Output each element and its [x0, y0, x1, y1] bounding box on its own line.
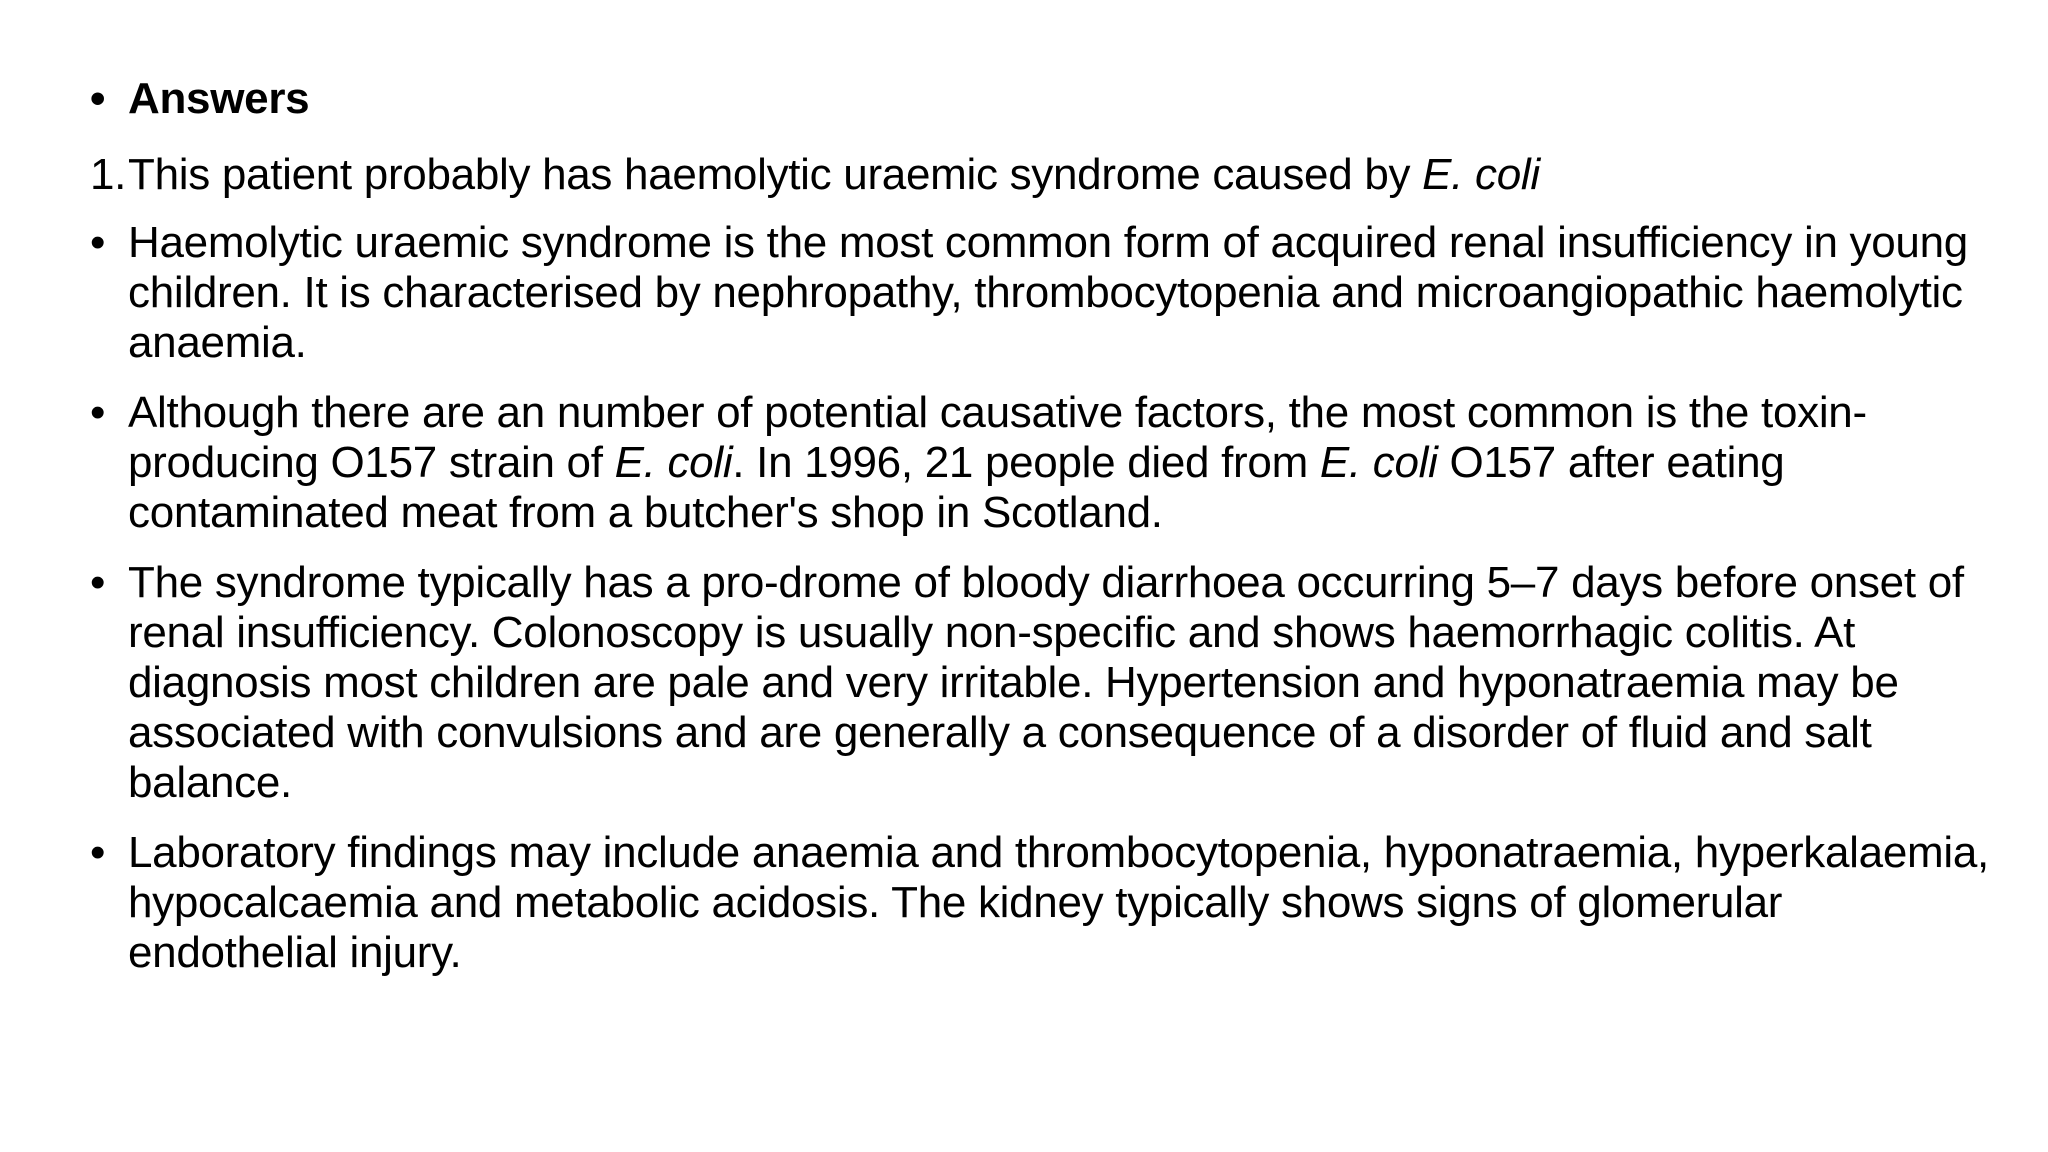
bullet-item-definition — [90, 218, 1990, 368]
bullet-text-part1: Although there are an number of potential causative factors, the most common is the toxin-producing O157 strain of — [128, 388, 1867, 487]
heading-text: Answers — [128, 74, 310, 123]
numbered-item-1 — [90, 150, 1990, 200]
bullet-text: Laboratory findings may include anaemia and thrombocytopenia, hyponatraemia, hyperkalaemia, hypocalcaemia and metabolic acidosis. The kidney typically shows signs of glomerular endothelial injury. — [128, 828, 1989, 977]
bullet-text-part3: O157 after eating contaminated meat from a butcher's shop in Scotland. — [128, 438, 1785, 537]
bullet-item-laboratory — [90, 828, 1990, 978]
bullet-text: The syndrome typically has a pro-drome of bloody diarrhoea occurring 5–7 days before onset of renal insufficiency. Colonoscopy is usually non-specific and shows haemorrhagic colitis. At diagnosis most children are pale and very irritable. Hypertension and hyponatraemia may be associated with convulsions and are generally a consequence of a disorder of fluid and salt balance. — [128, 558, 1964, 807]
bullet-text: Haemolytic uraemic syndrome is the most common form of acquired renal insufficiency in young children. It is characterised by nephropathy, thrombocytopenia and microangiopathic haemolytic anaemia. — [128, 218, 1968, 367]
bullet-marker: • — [90, 218, 106, 267]
item-number: 1. — [90, 150, 127, 199]
answers-heading — [90, 74, 1990, 124]
bullet-marker: • — [90, 558, 106, 607]
bullet-text-part2: . In 1996, 21 people died from — [732, 438, 1320, 487]
bullet-italic-1: E. coli — [614, 438, 733, 487]
numbered-italic: E. coli — [1422, 150, 1540, 199]
bullet-marker: • — [90, 74, 106, 123]
bullet-marker: • — [90, 828, 106, 877]
slide-content — [90, 74, 1990, 998]
bullet-item-prodrome — [90, 558, 1990, 808]
bullet-italic-2: E. coli — [1319, 438, 1438, 487]
numbered-text: This patient probably has haemolytic uraemic syndrome caused by — [128, 150, 1423, 199]
bullet-item-causes — [90, 388, 1990, 538]
bullet-marker: • — [90, 388, 106, 437]
